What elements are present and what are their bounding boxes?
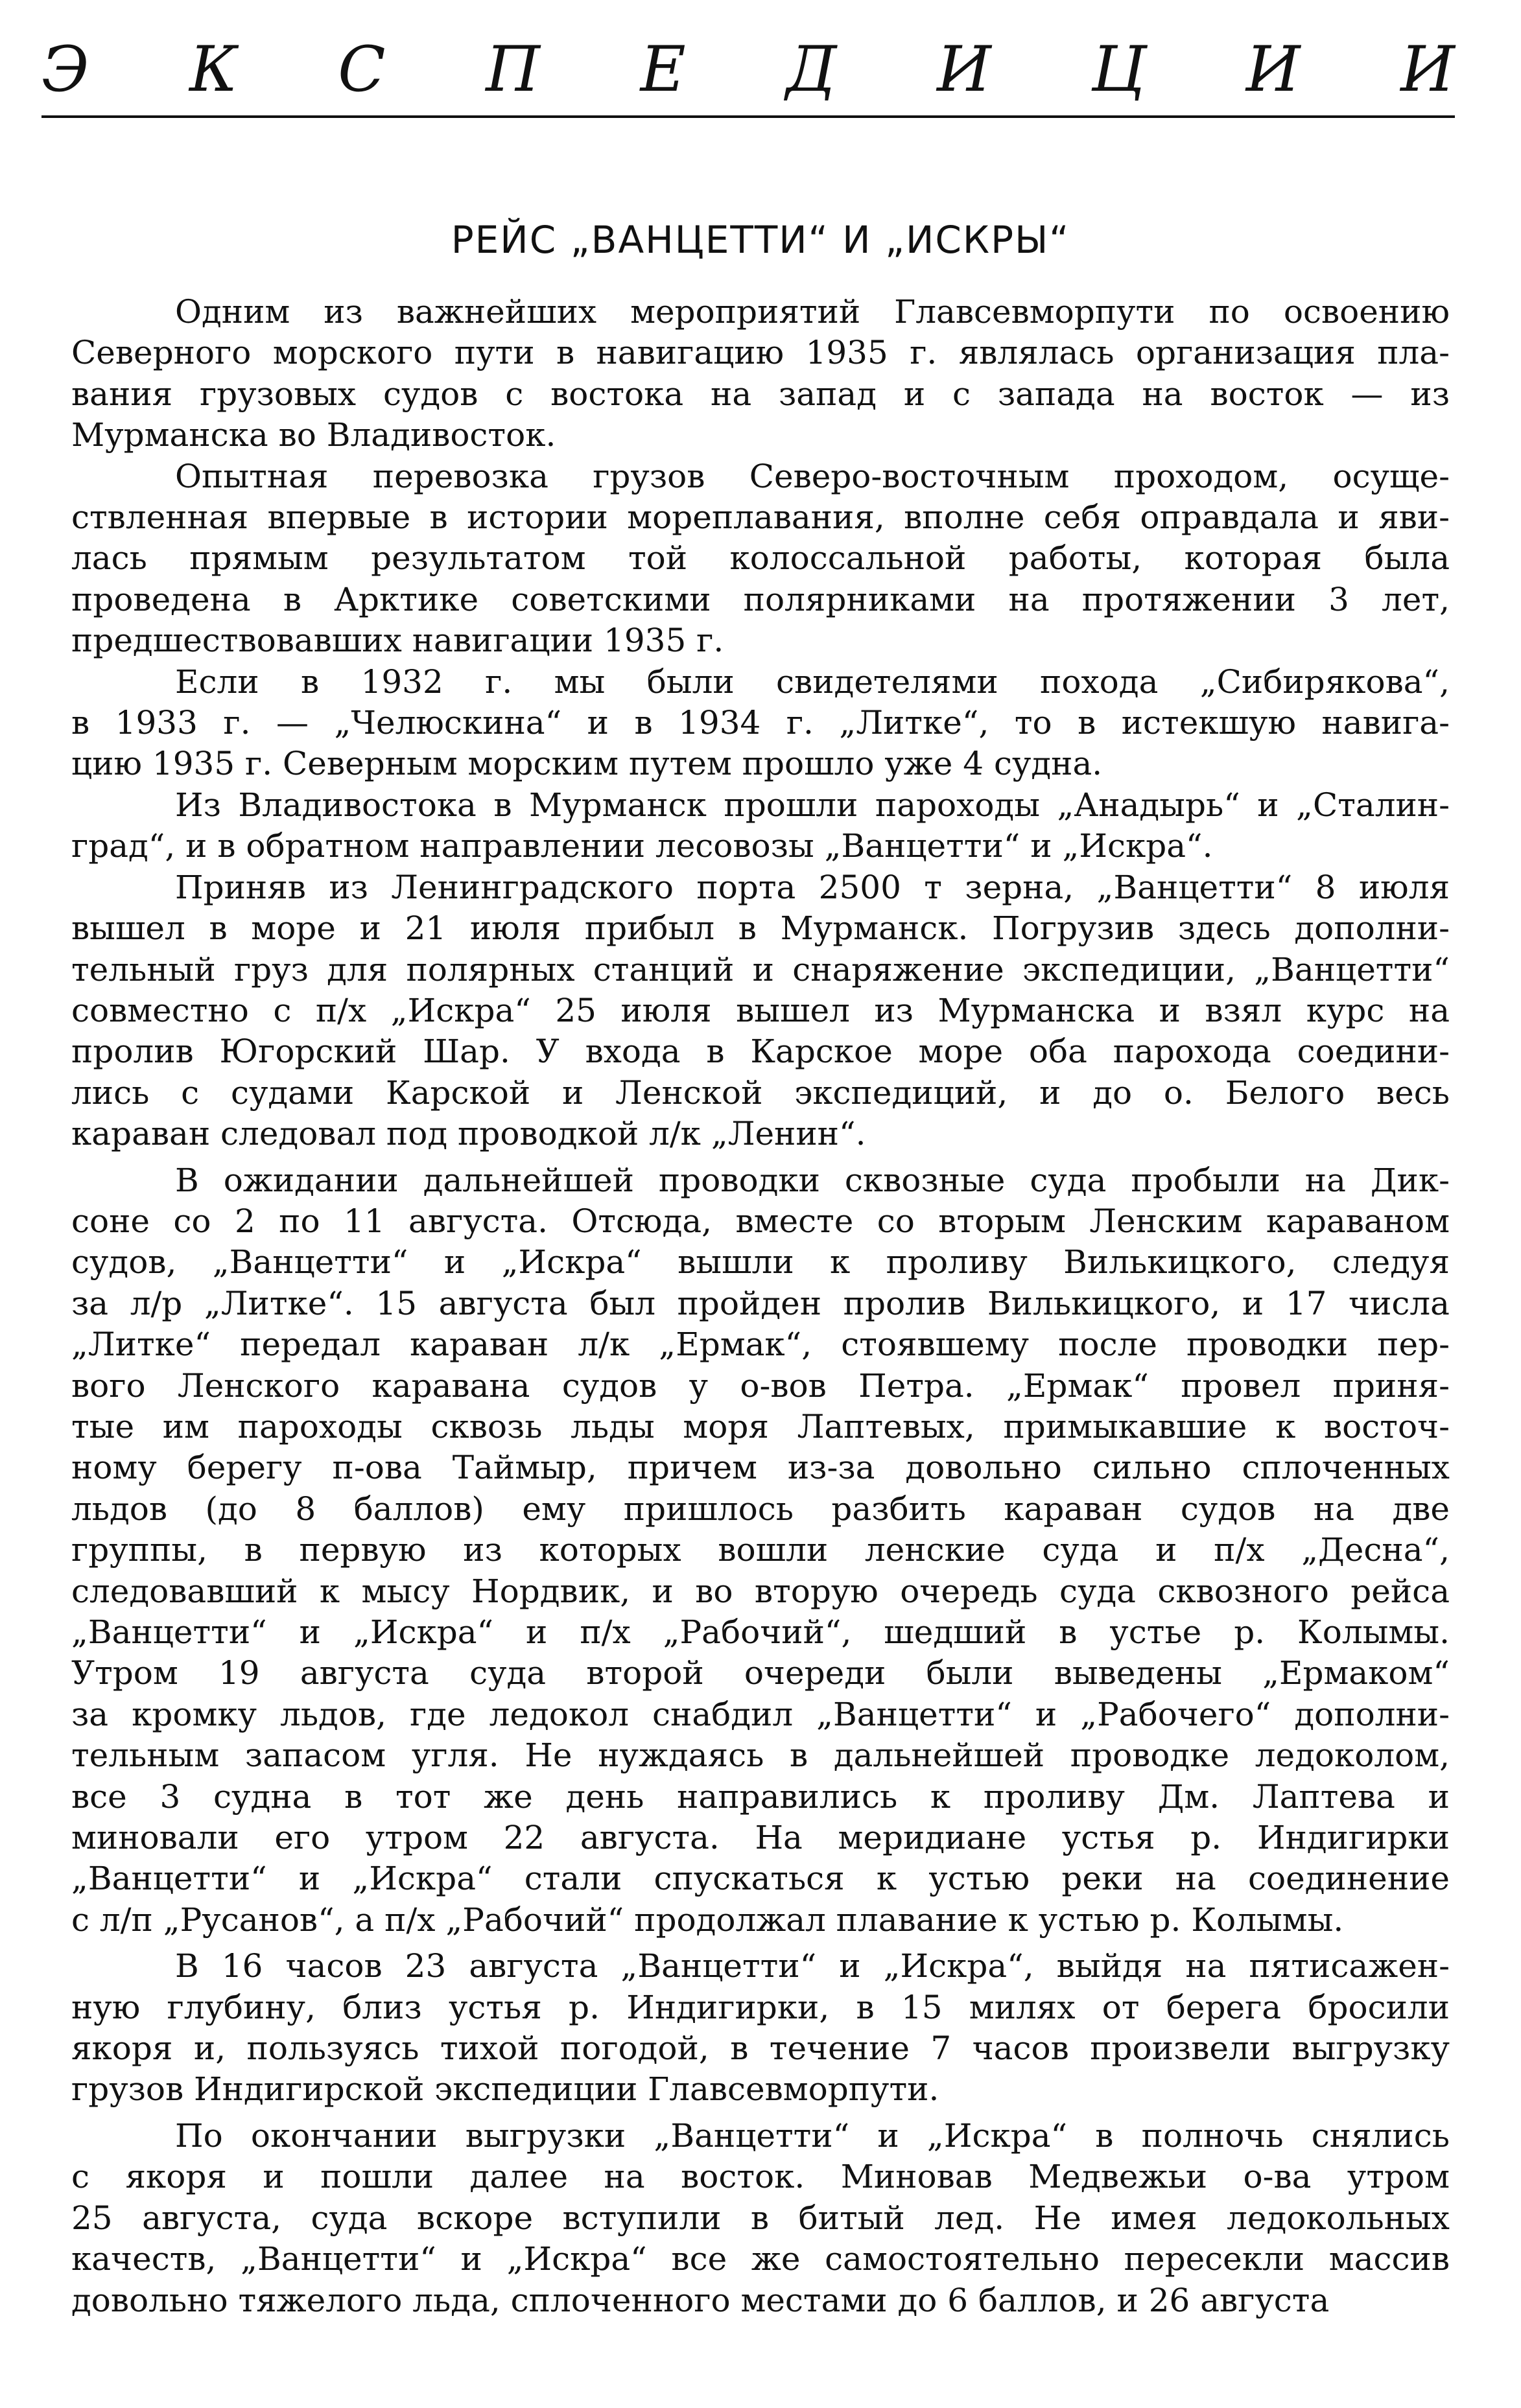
text-line: качеств, „Ванцетти“ и „Искра“ все же самостоятельно пересекли массив (71, 2240, 1450, 2278)
text-line: тые им пароходы сквозь льды моря Лаптевых, примыкавшие к восточ- (71, 1407, 1450, 1445)
text-line: вания грузовых судов с востока на запад и с запада на восток — из (71, 375, 1450, 413)
running-head-letter: Ц (1091, 33, 1146, 106)
paragraph (71, 662, 1450, 785)
text-line: град“, и в обратном направлении лесовозы „Ванцетти“ и „Искра“. (71, 827, 1213, 865)
running-head-letter: И (937, 33, 991, 106)
text-line: лась прямым результатом той колоссальной работы, которая была (71, 539, 1450, 578)
text-line: в 1933 г. — „Челюскина“ и в 1934 г. „Литке“, то в истекшую навига- (71, 704, 1450, 742)
text-line: льдов (до 8 баллов) ему пришлось разбить караван судов на две (71, 1490, 1450, 1528)
running-head-letter: Д (786, 33, 837, 106)
text-line: цию 1935 г. Северным морским путем прошло уже 4 судна. (71, 745, 1103, 783)
text-line: довольно тяжелого льда, сплоченного местами до 6 баллов, и 26 августа (71, 2281, 1330, 2319)
text-line: Мурманска во Владивосток. (71, 416, 556, 454)
paragraph (71, 2116, 1450, 2321)
text-line: По окончании выгрузки „Ванцетти“ и „Искра“ в полночь снялись (175, 2116, 1450, 2155)
text-line: судов, „Ванцетти“ и „Искра“ вышли к проливу Вилькицкого, следуя (71, 1243, 1450, 1281)
text-line: Если в 1932 г. мы были свидетелями похода „Сибирякова“, (175, 662, 1450, 701)
text-line: миновали его утром 22 августа. На меридиане устья р. Индигирки (71, 1819, 1450, 1857)
article-body (71, 292, 1450, 2321)
text-line: за кромку льдов, где ледокол снабдил „Ванцетти“ и „Рабочего“ дополни- (71, 1695, 1450, 1733)
paragraph (71, 292, 1450, 456)
text-line: караван следовал под проводкой л/к „Ленин“. (71, 1115, 866, 1153)
running-head-letter: Э (41, 33, 89, 106)
text-line: ному берегу п-ова Таймыр, причем из-за довольно сильно сплоченных (71, 1449, 1450, 1487)
article-title: РЕЙС „ВАНЦЕТТИ“ И „ИСКРЫ“ (451, 218, 1070, 262)
text-line: „Ванцетти“ и „Искра“ стали спускаться к устью реки на соединение (71, 1860, 1450, 1898)
text-line: 25 августа, суда вскоре вступили в битый лед. Не имея ледокольных (71, 2199, 1450, 2237)
text-line: проведена в Арктике советскими полярниками на протяжении 3 лет, (71, 580, 1450, 618)
running-head-letter: К (189, 33, 238, 106)
text-line: тельный груз для полярных станций и снаряжение экспедиции, „Ванцетти“ (71, 950, 1450, 988)
running-head-letter: И (1400, 33, 1455, 106)
text-line: группы, в первую из которых вошли ленские суда и п/х „Десна“, (71, 1531, 1450, 1569)
text-line: тельным запасом угля. Не нуждаясь в дальнейшей проводке ледоколом, (71, 1736, 1450, 1775)
text-line: вого Ленского каравана судов у о-вов Петра. „Ермак“ провел приня- (71, 1366, 1450, 1405)
running-head-letter: П (486, 33, 540, 106)
text-line: ствленная впервые в истории мореплавания, вполне себя оправдала и яви- (71, 498, 1450, 537)
paragraph (71, 1946, 1450, 2110)
text-line: предшествовавших навигации 1935 г. (71, 622, 724, 660)
text-line: Опытная перевозка грузов Северо-восточным проходом, осуще- (175, 457, 1450, 495)
text-line: все 3 судна в тот же день направились к проливу Дм. Лаптева и (71, 1777, 1450, 1816)
text-line: за л/р „Литке“. 15 августа был пройден пролив Вилькицкого, и 17 числа (71, 1284, 1450, 1322)
text-line: Одним из важнейших мероприятий Главсевморпути по освоению (175, 293, 1450, 331)
text-line: Из Владивостока в Мурманск прошли пароходы „Анадырь“ и „Сталин- (175, 786, 1450, 824)
text-line: В 16 часов 23 августа „Ванцетти“ и „Искра“, выйдя на пятисажен- (175, 1947, 1450, 1985)
text-line: якоря и, пользуясь тихой погодой, в течение 7 часов произвели выгрузку (71, 2029, 1450, 2068)
text-line: совместно с п/х „Искра“ 25 июля вышел из Мурманска и взял курс на (71, 991, 1450, 1029)
text-line: ную глубину, близ устья р. Индигирки, в 15 милях от берега бросили (71, 1988, 1450, 2026)
text-line: вышел в море и 21 июля прибыл в Мурманск. Погрузив здесь дополни- (71, 909, 1450, 948)
text-line: лись с судами Карской и Ленской экспедиций, и до о. Белого весь (71, 1073, 1450, 1112)
paragraph (71, 785, 1450, 867)
running-head (41, 34, 1455, 105)
text-line: Северного морского пути в навигацию 1935 г. являлась организация пла- (71, 334, 1450, 372)
paragraph (71, 456, 1450, 662)
text-line: следовавший к мысу Нордвик, и во вторую очередь суда сквозного рейса (71, 1572, 1450, 1610)
paragraph (71, 867, 1450, 1155)
text-line: с л/п „Русанов“, а п/х „Рабочий“ продолжал плавание к устью р. Колымы. (71, 1900, 1344, 1939)
running-head-letter: Е (640, 33, 686, 106)
text-line: грузов Индигирской экспедиции Главсевморпути. (71, 2070, 939, 2109)
text-line: Приняв из Ленинградского порта 2500 т зерна, „Ванцетти“ 8 июля (175, 868, 1450, 906)
text-line: пролив Югорский Шар. У входа в Карское море оба парохода соедини- (71, 1033, 1450, 1071)
text-line: „Литке“ передал караван л/к „Ермак“, стоявшему после проводки пер- (71, 1326, 1450, 1364)
paragraph (71, 1160, 1450, 1941)
running-head-letter: И (1245, 33, 1301, 106)
text-line: с якоря и пошли далее на восток. Миновав Медвежьи о-ва утром (71, 2158, 1450, 2196)
header-divider (41, 115, 1455, 118)
text-line: В ожидании дальнейшей проводки сквозные суда пробыли на Дик- (175, 1161, 1450, 1199)
text-line: „Ванцетти“ и „Искра“ и п/х „Рабочий“, шедший в устье р. Колымы. (71, 1613, 1450, 1651)
text-line: Утром 19 августа суда второй очереди были выведены „Ермаком“ (71, 1654, 1450, 1692)
text-line: соне со 2 по 11 августа. Отсюда, вместе со вторым Ленским караваном (71, 1202, 1450, 1240)
running-head-letter: С (338, 33, 386, 106)
